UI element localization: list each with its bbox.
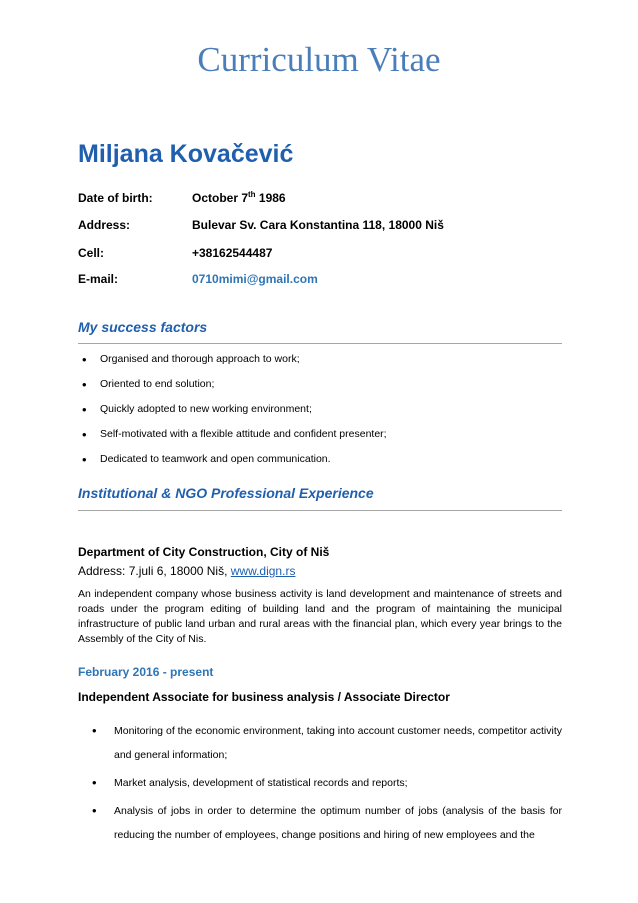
- email-label: E-mail:: [78, 272, 119, 286]
- list-item: • Analysis of jobs in order to determine the optimum number of jobs (analysis of the basis for reducing the number of employees, change positions and hiring of new employees and the: [78, 799, 562, 847]
- section-divider: [78, 343, 562, 344]
- success-factors-heading: My success factors: [78, 319, 208, 335]
- email-row: [78, 272, 318, 286]
- section-divider: [78, 510, 562, 511]
- dob-value: October 7th 1986: [192, 190, 286, 205]
- list-item: • Market analysis, development of statistical records and reports;: [78, 771, 562, 795]
- organization-address: Address: 7.juli 6, 18000 Niš, www.dign.rs: [78, 564, 296, 578]
- list-item: • Oriented to end solution;: [78, 378, 562, 403]
- email-link[interactable]: 0710mimi@gmail.com: [192, 272, 318, 286]
- cell-value: +38162544487: [192, 246, 273, 260]
- list-item: • Organised and thorough approach to work;: [78, 353, 562, 378]
- address-row: [78, 218, 444, 232]
- website-link[interactable]: www.dign.rs: [230, 564, 296, 578]
- list-item: • Monitoring of the economic environment, taking into account customer needs, competitor activity and general information;: [78, 719, 562, 767]
- organization-name: Department of City Construction, City of Niš: [78, 545, 330, 559]
- cell-label: Cell:: [78, 246, 105, 260]
- address-label: Address:: [78, 218, 131, 232]
- employment-period: February 2016 - present: [78, 665, 214, 679]
- address-value: Bulevar Sv. Cara Konstantina 118, 18000 Niš: [192, 218, 444, 232]
- duties-list: [78, 719, 562, 851]
- list-item: • Quickly adopted to new working environment;: [78, 403, 562, 428]
- list-item: • Dedicated to teamwork and open communication.: [78, 453, 562, 478]
- list-item: • Self-motivated with a flexible attitude and confident presenter;: [78, 428, 562, 453]
- organization-description: An independent company whose business activity is land development and maintenance of streets and roads under the program editing of building land and the program of maintaining the municipal infrastructure of public land urban and rural areas with the financial plan, which every year brings to the Assembly of the City of Nis.: [78, 588, 562, 645]
- dob-row: [78, 190, 286, 205]
- success-factors-list: [78, 353, 562, 478]
- document-title: Curriculum Vitae: [197, 40, 441, 79]
- job-title: Independent Associate for business analysis / Associate Director: [78, 690, 450, 704]
- experience-heading: Institutional & NGO Professional Experience: [78, 485, 374, 501]
- person-name: Miljana Kovačević: [78, 140, 294, 168]
- dob-label: Date of birth:: [78, 191, 153, 205]
- cell-row: [78, 246, 272, 260]
